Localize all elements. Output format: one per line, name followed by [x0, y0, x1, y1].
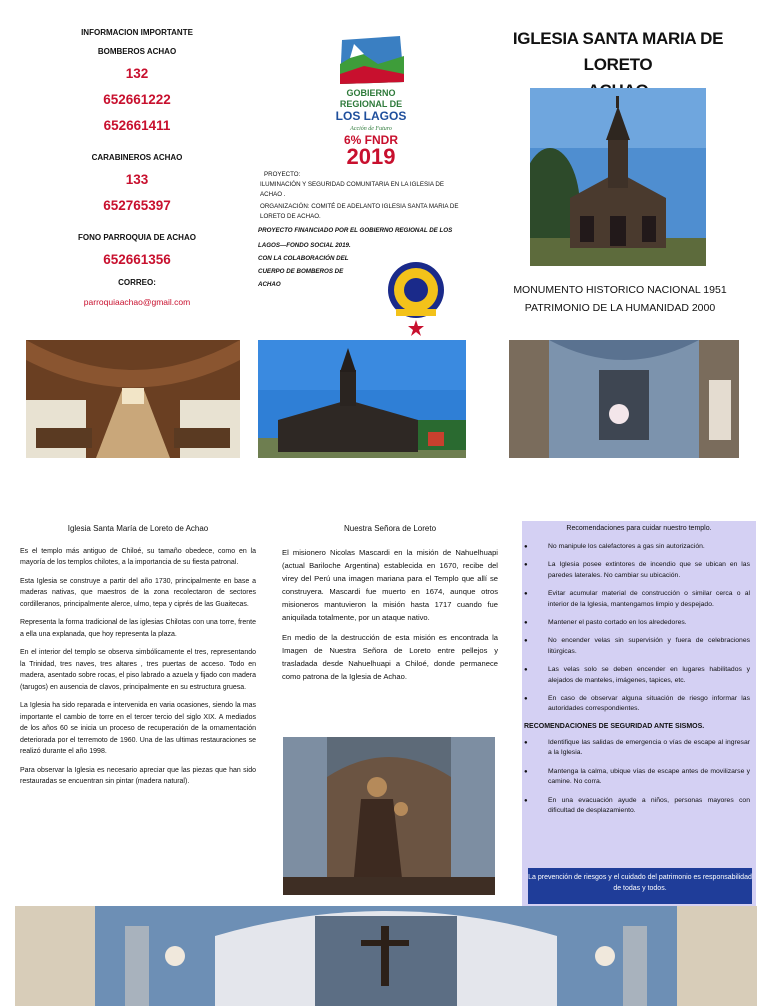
- recommendation-item: ● Las velas solo se deben encender en lugares habilitados y alejados de manteles, imágenes, tapices, etc.: [522, 665, 750, 686]
- project-label: PROYECTO:: [264, 171, 301, 178]
- correo-label: CORREO:: [118, 278, 156, 287]
- svg-text:REGIONAL DE: REGIONAL DE: [339, 99, 403, 109]
- earthquake-safety-list: [522, 738, 756, 816]
- project-name: ILUMINACIÓN Y SEGURIDAD COMUNITARIA EN LA IGLESIA DE ACHAO .: [260, 181, 444, 198]
- recommendation-item: ● Mantener el pasto cortado en los alrededores.: [522, 618, 750, 628]
- svg-text:GOBIERNO: GOBIERNO: [346, 88, 396, 98]
- history-paragraph: Es el templo más antiguo de Chiloé, su tamaño obedece, como en la mayoría de los templos chilotes, a la importancia de su fiesta patronal.: [20, 547, 256, 566]
- carabineros-number-1: 133: [125, 172, 149, 187]
- safety-item: ● Mantenga la calma, ubique vías de escape antes de movilizarse y camine. No corra.: [522, 767, 750, 788]
- safety-item: ● Identifique las salidas de emergencia o vías de escape al ingresar a la Iglesia.: [522, 738, 750, 759]
- history-heading: Iglesia Santa María de Loreto de Achao: [67, 524, 209, 533]
- loreto-paragraph: El misionero Nicolas Mascardi en la misión de Nahuelhuapi (actual Bariloche Argentina) establecida en 1670, recibe del virey del Perú una imagen mariana para el Templo que allí se construyera. Mascardi fue muerto en 1674, aunque otros misioneros mantuvieron la misión hasta 1717 cuando fue aniquilada totalmente, por un ataque nativo.: [282, 547, 498, 622]
- heritage-subtitle: [500, 281, 740, 317]
- email-address: parroquiaachao@gmail.com: [83, 297, 191, 307]
- altar-photo: [509, 340, 739, 458]
- parroquia-number: 652661356: [103, 252, 171, 267]
- gobierno-regional-logo: [330, 30, 412, 172]
- church-exterior-photo: [530, 88, 706, 266]
- bomberos-number-1: 132: [125, 66, 149, 81]
- svg-text:2019: 2019: [346, 144, 396, 169]
- project-organization: ORGANIZACIÓN: COMITÉ DE ADELANTO IGLESIA SANTA MARIA DE LORETO DE ACHAO.: [260, 203, 459, 220]
- church-square-photo: [258, 340, 466, 458]
- contact-info: [62, 28, 212, 307]
- logo-graphic: [330, 30, 412, 172]
- history-paragraph: En el interior del templo se observa simbólicamente el tres, representando la Trinidad, tres naves, tres altares , tres puertas de acceso. Todo en madera, asentado sobre rocas, el piso labrado a azuela y fijado con madera (tarugos) en ausencia de clavos, principalmente en su estructura gruesa.: [20, 649, 256, 691]
- safety-item: ● En una evacuación ayude a niños, personas mayores con dificultad de desplazamiento.: [522, 796, 750, 817]
- subtitle-heritage: PATRIMONIO DE LA HUMANIDAD 2000: [524, 302, 716, 314]
- svg-text:Acción de Futuro: Acción de Futuro: [350, 126, 392, 132]
- carabineros-number-2: 652765397: [103, 198, 171, 213]
- virgin-statue-photo: [283, 737, 495, 895]
- project-funded-1: PROYECTO FINANCIADO POR EL GOBIERNO REGIONAL DE LOS: [258, 227, 453, 234]
- svg-text:LOS LAGOS: LOS LAGOS: [335, 109, 407, 123]
- history-paragraph: Representa la forma tradicional de las iglesias Chilotas con una torre, frente a ella una explanada, que hoy representa la plaza.: [20, 619, 256, 638]
- bomberos-number-2: 652661222: [103, 92, 171, 107]
- recommendations-heading: Recomendaciones para cuidar nuestro templo.: [566, 525, 712, 532]
- bomberos-label: BOMBEROS ACHAO: [97, 47, 177, 56]
- carabineros-label: CARABINEROS ACHAO: [91, 153, 183, 162]
- bomberos-number-3: 652661411: [103, 118, 171, 133]
- project-collab-2: CUERPO DE BOMBEROS DE: [258, 268, 344, 275]
- recommendation-item: ● En caso de observar alguna situación de riesgo informar las autoridades correspondientes.: [522, 694, 750, 715]
- recommendation-item: ● No encender velas sin supervisión y fuera de celebraciones litúrgicas.: [522, 636, 750, 657]
- svg-text:6% FNDR: 6% FNDR: [343, 133, 399, 147]
- history-column: [20, 523, 256, 795]
- project-collab-1: CON LA COLABORACIÓN DEL: [258, 255, 349, 262]
- recommendation-item: ● Evitar acumular material de construcción o similar cerca o al interior de la Iglesia, mantengamos limpio y despejado.: [522, 589, 750, 610]
- history-paragraph: Esta Iglesia se construye a partir del año 1730, principalmente en base a maderas nativas, que maestros de la zona recolectaron de sectores cordilleranos, principalmente alerce, ulmo, tepa y ciprés de las Guaitecas.: [20, 577, 256, 608]
- recommendation-item: ● La Iglesia posee extintores de incendio que se ubican en las paredes laterales. No cambiar su ubicación.: [522, 560, 750, 581]
- title-line-1: IGLESIA SANTA MARIA DE LORETO: [512, 29, 724, 74]
- contact-header: INFORMACION IMPORTANTE: [81, 28, 193, 37]
- project-collab-3: ACHAO: [258, 281, 281, 288]
- loreto-heading: Nuestra Señora de Loreto: [343, 524, 437, 533]
- church-interior-photo: [26, 340, 240, 458]
- bomberos-badge-logo: [382, 256, 450, 336]
- prevention-banner: La prevención de riesgos y el cuidado del patrimonio es responsabilidad de todas y todos.: [528, 868, 752, 904]
- project-funded-2: LAGOS—FONDO SOCIAL 2019.: [258, 242, 351, 249]
- recommendation-item: ● No manipule los calefactores a gas sin autorización.: [522, 542, 750, 552]
- subtitle-monument: MONUMENTO HISTORICO NACIONAL 1951: [513, 284, 727, 296]
- parroquia-label: FONO PARROQUIA DE ACHAO: [78, 233, 196, 242]
- history-paragraph: Para observar la Iglesia es necesario apreciar que las piezas que han sido restauradas se encuentran sin pintar (madera natural).: [20, 766, 256, 785]
- history-paragraph: La Iglesia ha sido reparada e intervenida en varia ocasiones, siendo la mas importante el cambio de torre en el tercer tercio del siglo XIX. A mediados de los años 60 se inicia un proceso de recuperación de la ornamentación deteriorada por el terremoto de 1960. Una de las ultimas restauraciones se realizó durante el año 1998.: [20, 702, 256, 755]
- recommendations-box: [522, 521, 756, 913]
- earthquake-safety-heading: RECOMENDACIONES DE SEGURIDAD ANTE SISMOS.: [524, 722, 705, 730]
- recommendations-list: [522, 542, 756, 715]
- loreto-paragraph: En medio de la destrucción de esta misión es encontrada la Imagen de Nuestra Señora de Loreto entre pellejos y trasladada desde Nahuelhuapi a Chiloé, donde permanece como patrona de la Iglesia de Achao.: [282, 632, 498, 681]
- loreto-column: [282, 523, 498, 690]
- altar-panorama-photo: [15, 906, 757, 1006]
